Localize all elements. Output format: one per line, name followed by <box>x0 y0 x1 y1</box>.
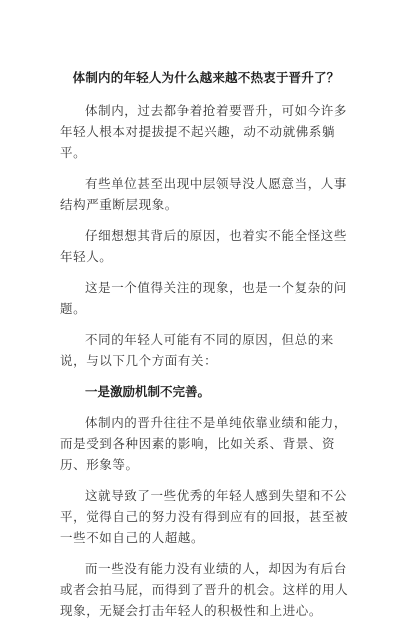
paragraph: 而一些没有能力没有业绩的人，却因为有后台或者会拍马屁，而得到了晋升的机会。这样的用人现象，无疑会打击年轻人的积极性和上进心。 <box>60 561 349 618</box>
paragraph: 这就导致了一些优秀的年轻人感到失望和不公平，觉得自己的努力没有得到应有的回报，甚至被一些不如自己的人超越。 <box>60 488 349 545</box>
section-heading: 一是激励机制不完善。 <box>85 384 211 399</box>
paragraph: 体制内的晋升往往不是单纯依靠业绩和能力，而是受到各种因素的影响，比如关系、背景、资历、形象等。 <box>60 415 348 472</box>
paragraph: 体制内，过去都争着抢着要晋升，可如今许多年轻人根本对提拔提不起兴趣，动不动就佛系躺平。 <box>60 103 348 160</box>
paragraph: 仔细想想其背后的原因，也着实不能全怪这些年轻人。 <box>60 228 348 264</box>
paragraph: 不同的年轻人可能有不同的原因，但总的来说，与以下几个方面有关： <box>60 332 334 368</box>
document-title: 体制内的年轻人为什么越来越不热衷于晋升了？ <box>72 70 340 85</box>
paragraph: 这是一个值得关注的现象，也是一个复杂的问题。 <box>60 280 348 316</box>
paragraph: 有些单位甚至出现中层领导没人愿意当，人事结构严重断层现象。 <box>60 176 348 212</box>
